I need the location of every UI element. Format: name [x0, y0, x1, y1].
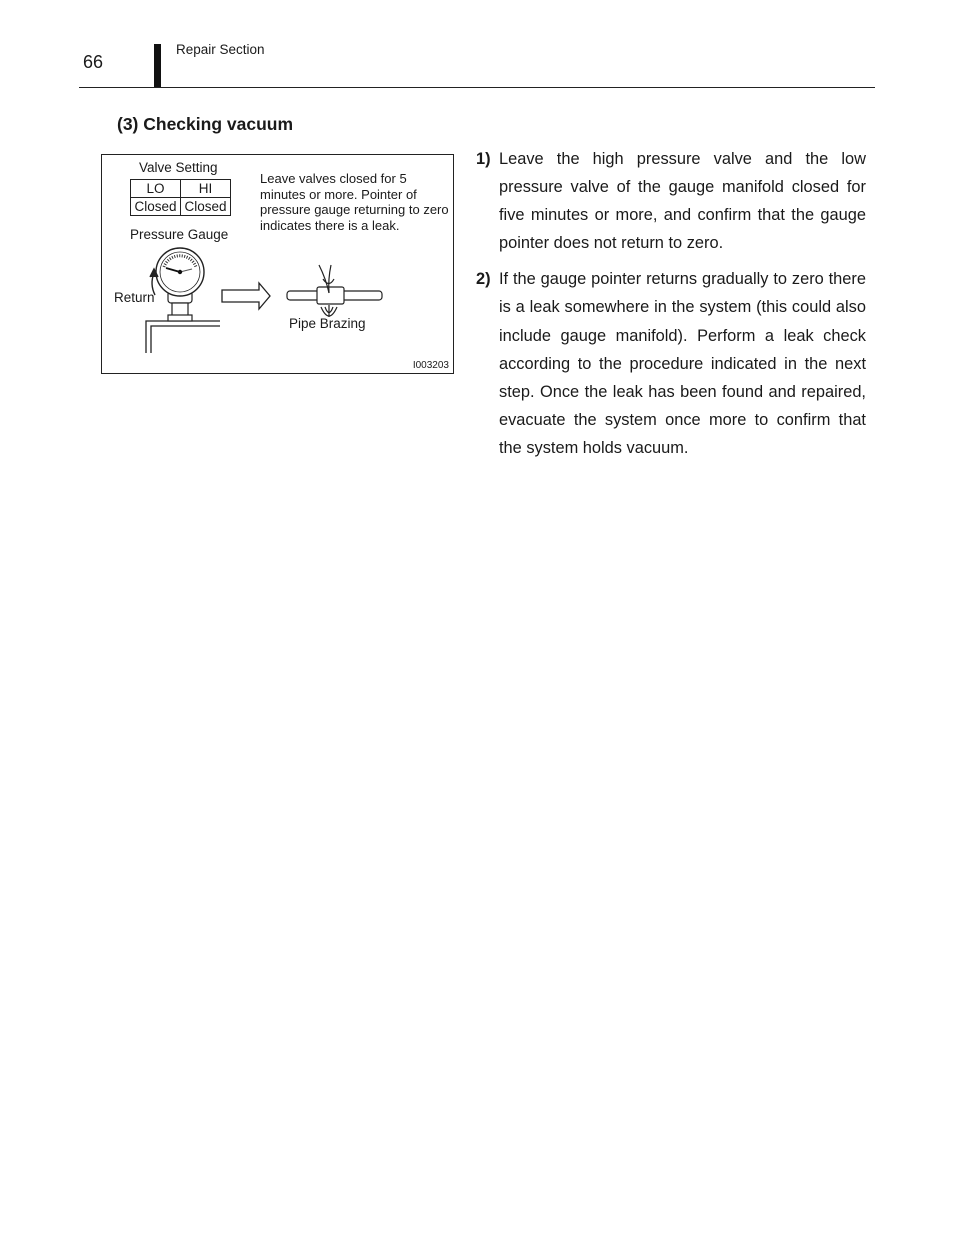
tank-pipe [146, 321, 220, 353]
step-item [476, 265, 866, 462]
hi-label: HI [181, 180, 231, 198]
figure-id: I003203 [412, 360, 449, 371]
pipe-brazing-icon [287, 265, 382, 317]
pressure-gauge-icon [156, 248, 204, 296]
steps-list [476, 145, 866, 470]
valve-setting-title: Valve Setting [139, 160, 218, 175]
figure-note: Leave valves closed for 5 minutes or more. Pointer of pressure gauge returning to zero indicates there is a leak. [260, 171, 449, 233]
header-rule [79, 87, 875, 88]
step-number: 1) [476, 150, 491, 168]
step-number: 2) [476, 270, 491, 289]
lo-state: Closed [131, 198, 181, 216]
step-item [476, 145, 866, 257]
step-text: Leave the high pressure valve and the low pressure valve of the gauge manifold closed for five minutes or more, and confirm that the gauge pointer does not return to zero. [499, 150, 866, 253]
header-bar [154, 44, 161, 88]
section-label: Repair Section [176, 42, 265, 57]
step-text: If the gauge pointer returns gradually to zero there is a leak somewhere in the system (this could also include gauge manifold). Perform a leak check according to the procedure indicated in the next step. Once the leak has been found and repaired, evacuate the system once more to confirm that the system holds vacuum. [499, 270, 866, 457]
return-label: Return [114, 290, 155, 305]
lo-label: LO [131, 180, 181, 198]
section-heading: (3) Checking vacuum [117, 114, 294, 134]
pressure-gauge-label: Pressure Gauge [130, 227, 229, 242]
arrow-right-icon [222, 283, 270, 309]
pipe-brazing-label: Pipe Brazing [289, 316, 366, 331]
valve-setting-table [130, 179, 231, 216]
page-number: 66 [83, 52, 104, 72]
hi-state: Closed [181, 198, 231, 216]
figure [101, 154, 454, 374]
